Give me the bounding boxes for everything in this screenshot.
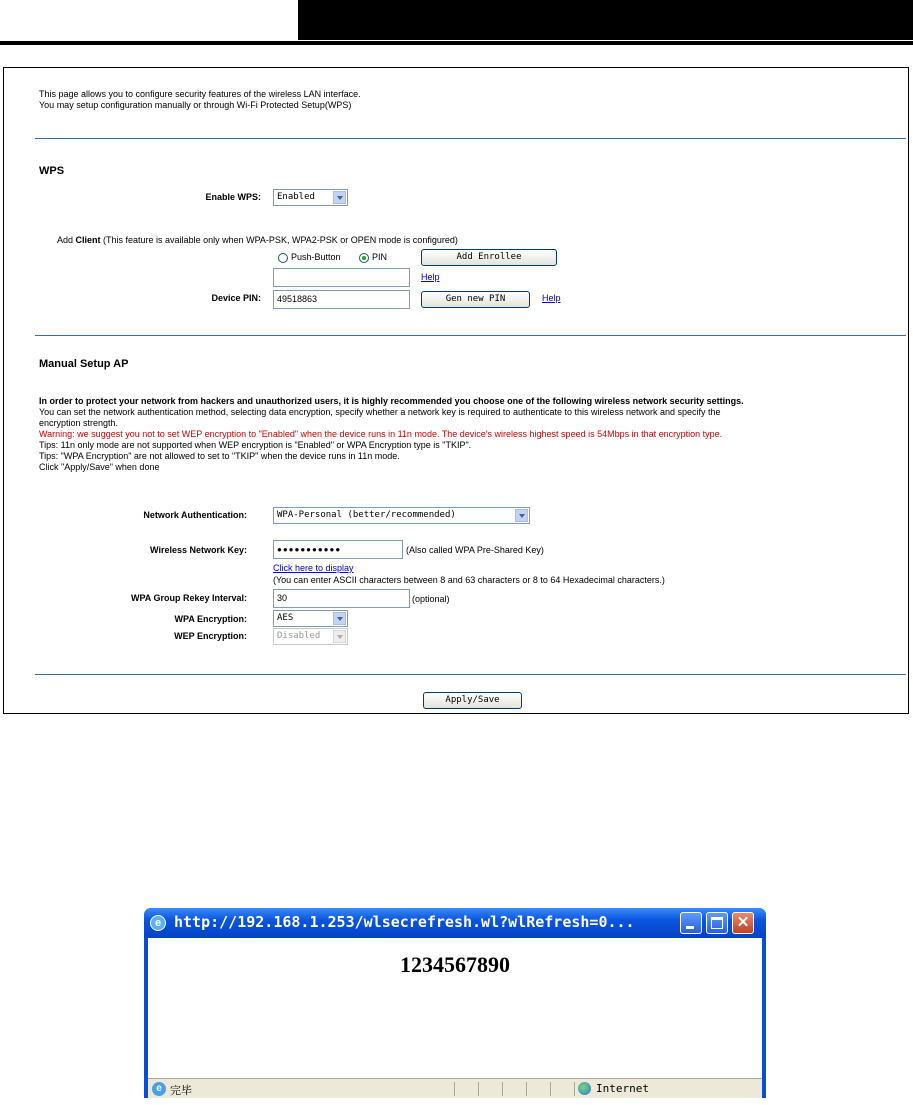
wep-warning: Warning: we suggest you not to set WEP encryption to "Enabled" when the device runs in 11n mode. The device's wireless highest speed is 54Mbps in that encryption type.: [39, 429, 723, 439]
enrollee-pin-input[interactable]: [273, 268, 410, 287]
chevron-down-icon[interactable]: [333, 191, 346, 204]
enable-wps-value: Enabled: [277, 192, 315, 202]
divider: [35, 335, 906, 336]
description-line-1: You can set the network authentication method, selecting data encryption, specify whether a network key is required to authenticate to this wireless network and specify the: [39, 407, 721, 417]
header-rule: [0, 41, 913, 45]
wep-encryption-label: WEP Encryption:: [174, 631, 247, 641]
status-separator: [574, 1082, 575, 1096]
device-pin-field: 49518863: [273, 290, 410, 309]
minimize-icon[interactable]: [680, 912, 702, 934]
status-separator: [478, 1082, 479, 1096]
chevron-down-icon[interactable]: [515, 509, 528, 522]
push-button-label: Push-Button: [291, 252, 341, 262]
tip-11n: Tips: 11n only mode are not supported when WEP encryption is "Enabled" or WPA Encryption type is "TKIP".: [39, 440, 472, 450]
chevron-down-icon: [333, 630, 346, 643]
enable-wps-select[interactable]: [273, 189, 348, 206]
intro-line-2: You may setup configuration manually or through Wi-Fi Protected Setup(WPS): [39, 100, 352, 110]
add-client-label: Add Client (This feature is available only when WPA-PSK, WPA2-PSK or OPEN mode is configured): [57, 235, 458, 245]
chevron-down-icon[interactable]: [333, 612, 346, 625]
wep-encryption-value: Disabled: [277, 631, 321, 641]
status-bar: [148, 1078, 762, 1098]
help-link[interactable]: Help: [421, 272, 440, 282]
add-enrollee-button[interactable]: Add Enrollee: [421, 249, 557, 266]
wireless-key-label: Wireless Network Key:: [150, 545, 247, 555]
key-note: (Also called WPA Pre-Shared Key): [406, 545, 544, 555]
wpa-encryption-label: WPA Encryption:: [174, 614, 247, 624]
network-key-display: 1234567890: [400, 952, 510, 977]
status-done-text: 完毕: [170, 1084, 192, 1097]
security-recommendation: In order to protect your network from hackers and unauthorized users, it is highly recommended you choose one of the following wireless network security settings.: [39, 396, 744, 406]
wep-encryption-select: [273, 628, 348, 645]
intro-line-1: This page allows you to configure security features of the wireless LAN interface.: [39, 89, 361, 99]
maximize-icon[interactable]: [706, 912, 728, 934]
status-separator: [502, 1082, 503, 1096]
manual-setup-heading: Manual Setup AP: [39, 358, 129, 370]
apply-save-button[interactable]: Apply/Save: [423, 692, 522, 709]
ie-icon: e: [150, 915, 166, 931]
tip-tkip: Tips: "WPA Encryption" are not allowed to set to "TKIP" when the device runs in 11n mode.: [39, 451, 400, 461]
network-authentication-select[interactable]: [273, 507, 530, 524]
rekey-interval-input[interactable]: 30: [273, 589, 410, 608]
popup-title-bar[interactable]: [144, 908, 766, 938]
wps-heading: WPS: [39, 165, 65, 177]
gen-new-pin-button[interactable]: Gen new PIN: [421, 291, 530, 308]
help-link[interactable]: Help: [542, 293, 561, 303]
status-separator: [454, 1082, 455, 1096]
wpa-encryption-value: AES: [277, 613, 294, 623]
rekey-interval-label: WPA Group Rekey Interval:: [130, 593, 247, 603]
network-authentication-label: Network Authentication:: [143, 510, 247, 520]
key-display-popup-window: [144, 908, 766, 1098]
rekey-optional-note: (optional): [412, 594, 450, 604]
header-bar: [298, 0, 913, 40]
page-done-icon: e: [152, 1082, 166, 1096]
popup-content: [148, 938, 762, 1078]
wireless-key-input[interactable]: ●●●●●●●●●●●: [273, 540, 403, 559]
divider: [35, 138, 906, 139]
popup-title: http://192.168.1.253/wlsecrefresh.wl?wlRefresh=0...: [174, 913, 635, 931]
pin-radio[interactable]: [359, 253, 369, 263]
push-button-radio[interactable]: [278, 253, 288, 263]
divider: [35, 674, 906, 675]
apply-hint: Click "Apply/Save" when done: [39, 462, 160, 472]
status-separator: [526, 1082, 527, 1096]
close-icon[interactable]: ✕: [732, 912, 754, 934]
key-hint: (You can enter ASCII characters between 8 and 63 characters or 8 to 64 Hexadecimal characters.): [273, 575, 665, 585]
status-zone-text: Internet: [596, 1082, 649, 1095]
pin-label: PIN: [372, 252, 388, 262]
display-key-link[interactable]: Click here to display: [273, 563, 354, 573]
status-separator: [550, 1082, 551, 1096]
enable-wps-label: Enable WPS:: [205, 192, 261, 202]
network-authentication-value: WPA-Personal (better/recommended): [277, 510, 456, 520]
device-pin-label: Device PIN:: [211, 293, 261, 303]
wpa-encryption-select[interactable]: [273, 610, 348, 627]
globe-icon: [578, 1082, 591, 1095]
description-line-2: encryption strength.: [39, 418, 119, 428]
